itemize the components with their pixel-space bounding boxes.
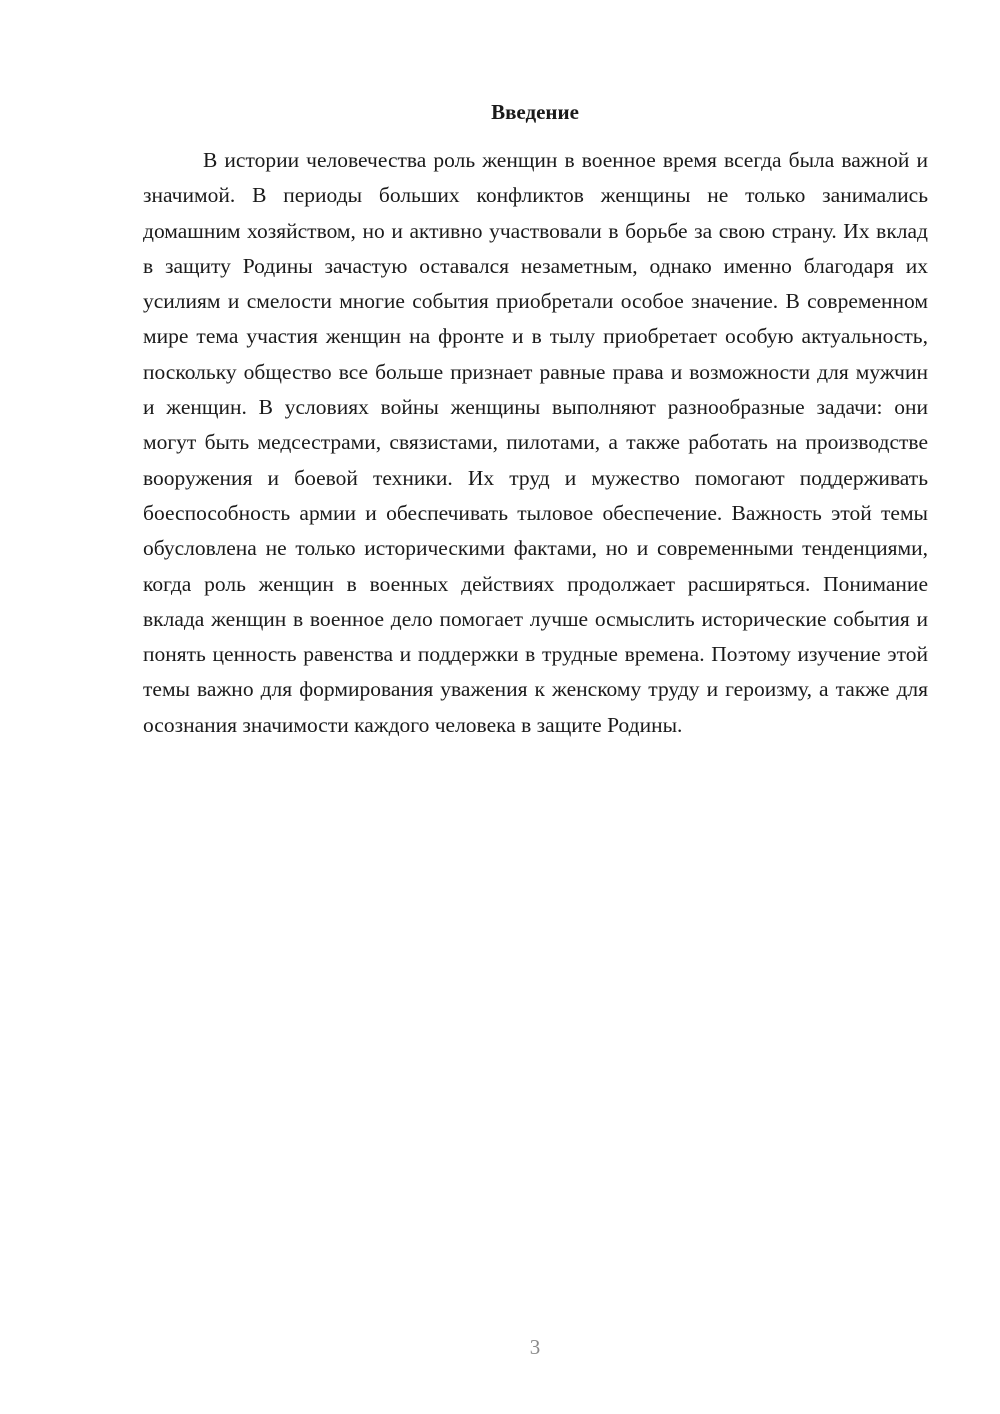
section-heading: Введение xyxy=(491,100,579,124)
introduction-paragraph: В истории человечества роль женщин в военное время всегда была важной и значимой. В периоды больших конфликтов женщины не только занимались домашним хозяйством, но и активно участвовали в борьбе за свою страну. Их вклад в защиту Родины зачастую оставался незаметным, однако именно благодаря их усилиям и смелости многие события приобретали особое значение. В современном мире тема участия женщин на фронте и в тылу приобретает особую актуальность, поскольку общество все больше признает равные права и возможности для мужчин и женщин. В условиях войны женщины выполняют разнообразные задачи: они могут быть медсестрами, связистами, пилотами, а также работать на производстве вооружения и боевой техники. Их труд и мужество помогают поддерживать боеспособность армии и обеспечивать тыловое обеспечение. Важность этой темы обусловлена не только историческими фактами, но и современными тенденциями, когда роль женщин в военных действиях продолжает расширяться. Понимание вклада женщин в военное дело помогает лучше осмыслить исторические события и понять ценность равенства и поддержки в трудные времена. Поэтому изучение этой темы важно для формирования уважения к женскому труду и героизму, а также для осознания значимости каждого человека в защите Родины. xyxy=(143,148,928,737)
page-number: 3 xyxy=(529,1335,541,1359)
